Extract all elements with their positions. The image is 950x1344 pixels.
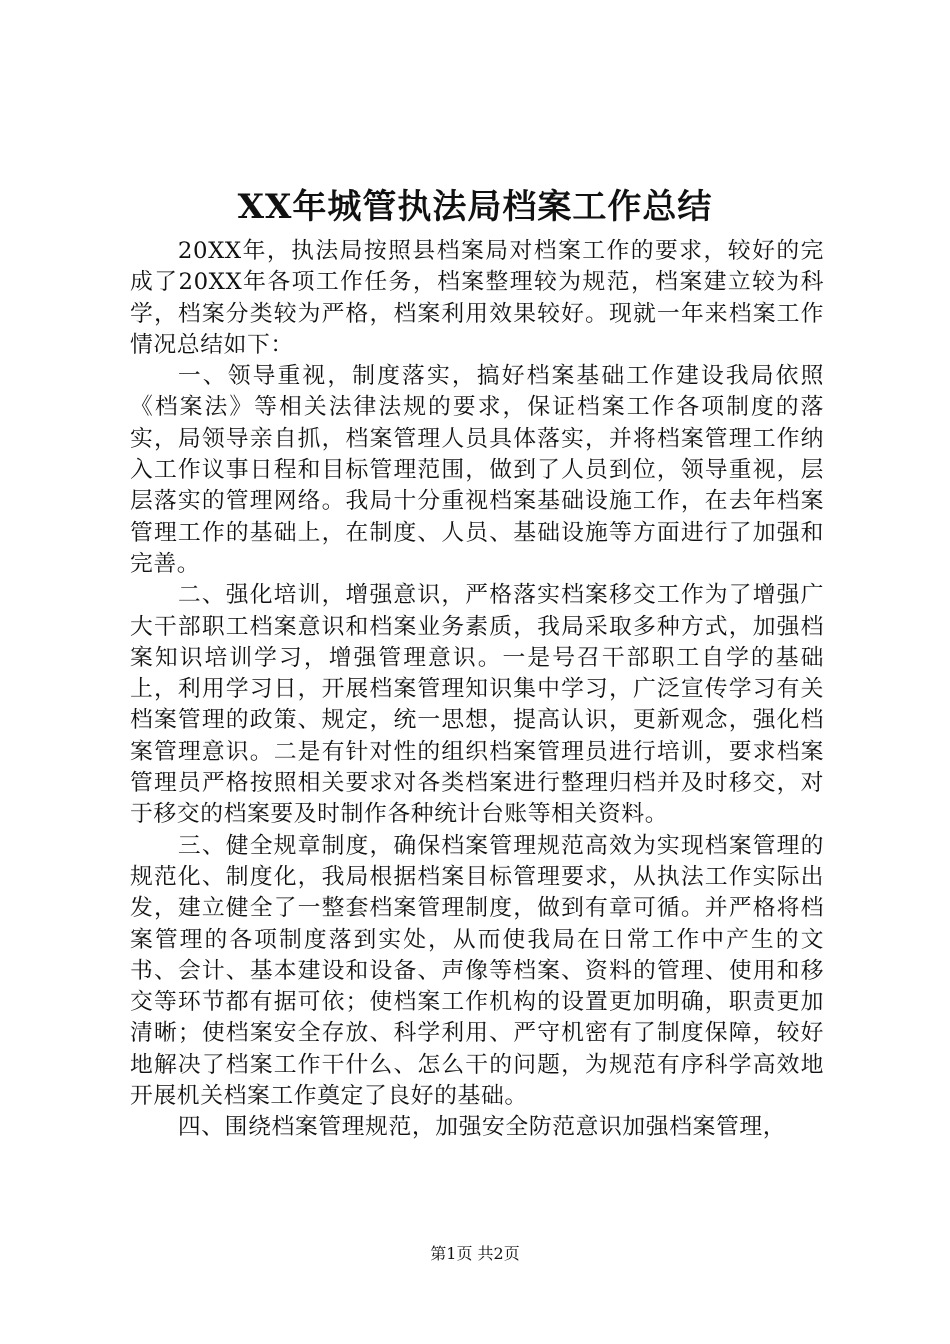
- document-title: XX年城管执法局档案工作总结: [237, 187, 713, 227]
- paragraph-section-2: 二、强化培训，增强意识，严格落实档案移交工作为了增强广大干部职工档案意识和档案业务素质，我局采取多种方式，加强档案知识培训学习，增强管理意识。一是号召干部职工自学的基础上，利用学习日，开展档案管理知识集中学习，广泛宣传学习有关档案管理的政策、规定，统一思想，提高认识，更新观念，强化档案管理意识。二是有针对性的组织档案管理员进行培训，要求档案管理员严格按照相关要求对各类档案进行整理归档并及时移交，对于移交的档案要及时制作各种统计台账等相关资料。: [130, 582, 824, 828]
- document-body: [130, 236, 824, 1144]
- paragraph-section-1: 一、领导重视，制度落实，搞好档案基础工作建设我局依照《档案法》等相关法律法规的要求，保证档案工作各项制度的落实，局领导亲自抓，档案管理人员具体落实，并将档案管理工作纳入工作议事日程和目标管理范围，做到了人员到位，领导重视，层层落实的管理网络。我局十分重视档案基础设施工作，在去年档案管理工作的基础上，在制度、人员、基础设施等方面进行了加强和完善。: [130, 363, 824, 577]
- paragraph-section-4: 四、围绕档案管理规范，加强安全防范意识加强档案管理，: [177, 1114, 787, 1141]
- paragraph-section-3: 三、健全规章制度，确保档案管理规范高效为实现档案管理的规范化、制度化，我局根据档案目标管理要求，从执法工作实际出发，建立健全了一整套档案管理制度，做到有章可循。并严格将档案管理的各项制度落到实处，从而使我局在日常工作中产生的文书、会计、基本建设和设备、声像等档案、资料的管理、使用和移交等环节都有据可依；使档案工作机构的设置更加明确，职责更加清晰；使档案安全存放、科学利用、严守机密有了制度保障，较好地解决了档案工作干什么、怎么干的问题，为规范有序科学高效地开展机关档案工作奠定了良好的基础。: [130, 832, 824, 1110]
- paragraph-intro: 20XX年，执法局按照县档案局对档案工作的要求，较好的完成了20XX年各项工作任务，档案整理较为规范，档案建立较为科学，档案分类较为严格，档案利用效果较好。现就一年来档案工作情况总结如下：: [130, 238, 824, 358]
- page-number-footer: 第1页 共2页: [430, 1244, 520, 1263]
